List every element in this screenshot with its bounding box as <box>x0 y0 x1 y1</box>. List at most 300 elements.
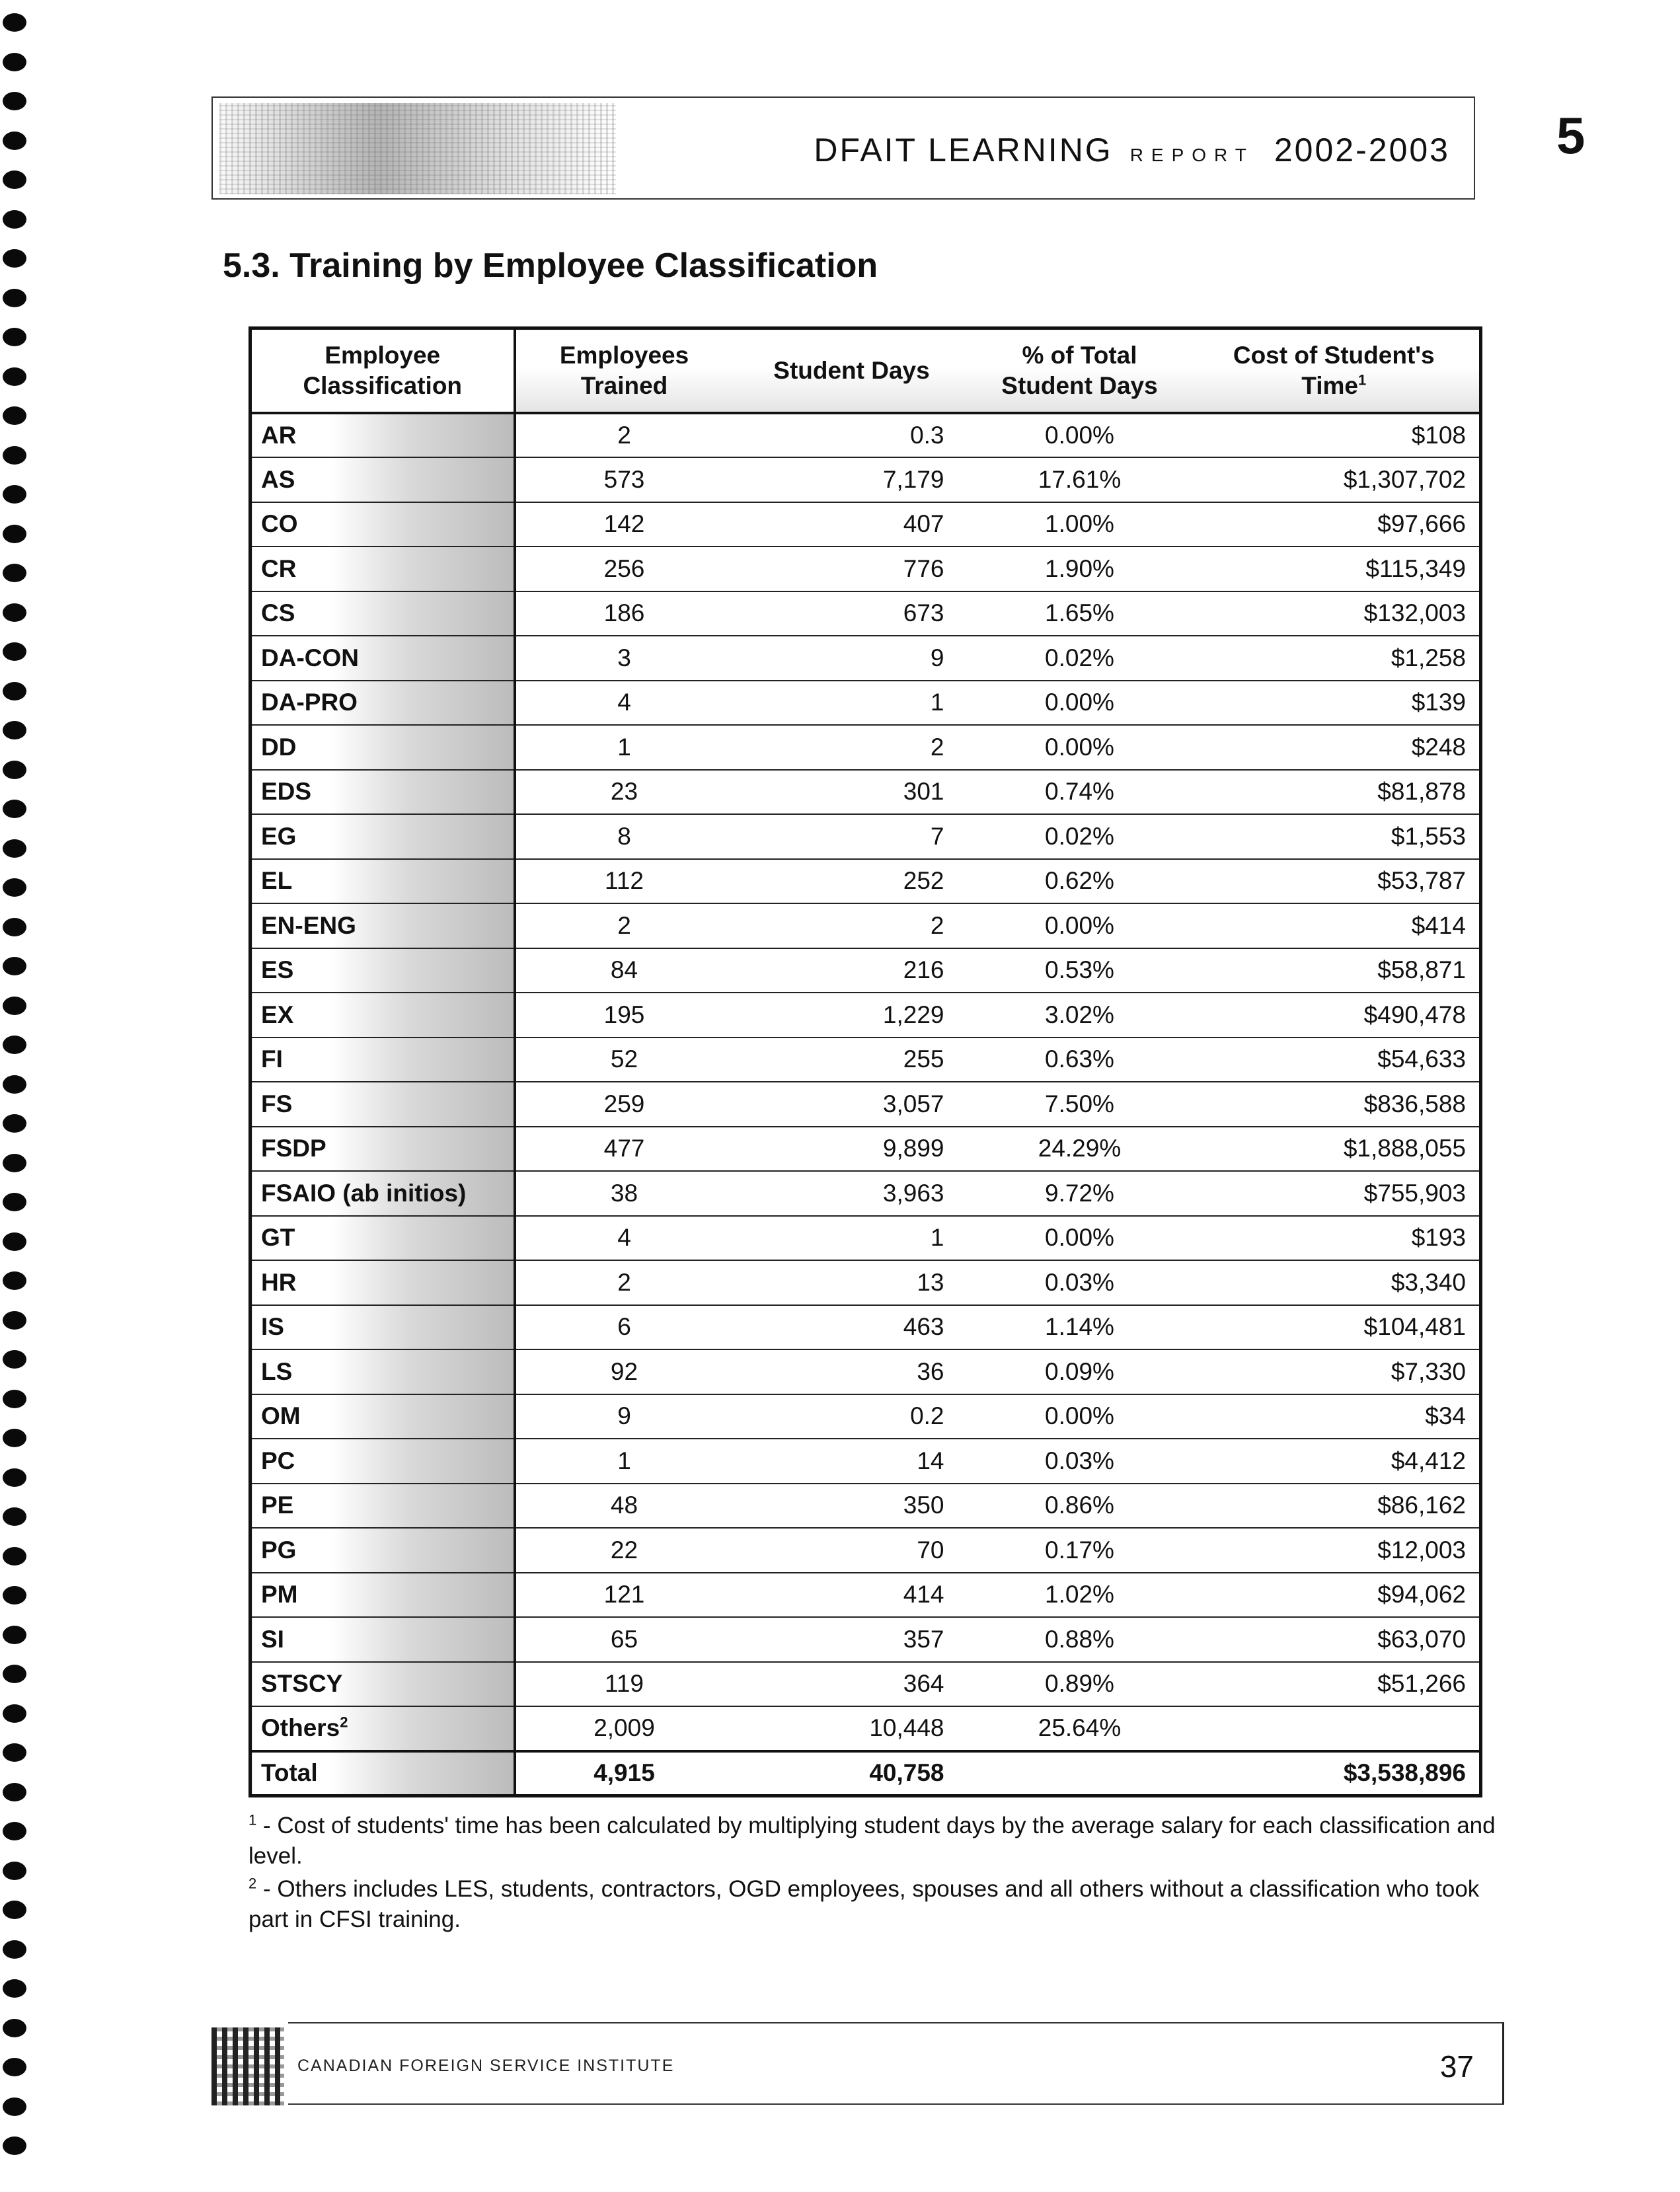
table-row <box>250 1082 1481 1127</box>
cell-classification <box>250 1394 515 1439</box>
page-footer <box>211 2022 1507 2108</box>
classification-label: FS <box>261 1090 293 1117</box>
table-row <box>250 1127 1481 1172</box>
cell-employees-trained: 2,009 <box>515 1706 733 1751</box>
header-employees-trained: Employees Trained <box>515 328 733 413</box>
cell-student-days: 0.2 <box>733 1394 971 1439</box>
table-row <box>250 1171 1481 1216</box>
binding-hole <box>3 249 26 268</box>
institute-name: CANADIAN FOREIGN SERVICE INSTITUTE <box>297 2057 675 2075</box>
cell-employees-trained: 2 <box>515 413 733 458</box>
cell-pct-total: 0.00% <box>971 725 1189 770</box>
binding-hole <box>3 642 26 661</box>
binding-hole <box>3 1979 26 1998</box>
cell-employees-trained: 4 <box>515 681 733 726</box>
binding-hole <box>3 406 26 425</box>
cell-classification <box>250 1082 515 1127</box>
cell-student-days: 463 <box>733 1305 971 1350</box>
table-header-row <box>250 328 1481 413</box>
binding-hole <box>3 682 26 700</box>
classification-label: GT <box>261 1224 295 1252</box>
cell-pct-total: 1.14% <box>971 1305 1189 1350</box>
binding-hole <box>3 878 26 897</box>
footnote-1-text: - Cost of students' time has been calculated by multiplying student days by the average salary for each classification and level. <box>248 1813 1496 1869</box>
binding-hole <box>3 1862 26 1880</box>
spiral-binding <box>3 13 32 2187</box>
classification-label: Others <box>261 1714 340 1742</box>
cell-student-days: 357 <box>733 1617 971 1662</box>
cell-employees-trained: 65 <box>515 1617 733 1662</box>
cell-classification <box>250 1349 515 1394</box>
cell-pct-total: 0.86% <box>971 1484 1189 1529</box>
binding-hole <box>3 1311 26 1330</box>
cell-pct-total: 25.64% <box>971 1706 1189 1751</box>
cell-total-label: Total <box>250 1751 515 1796</box>
table-row <box>250 591 1481 636</box>
classification-label: LS <box>261 1357 293 1385</box>
cell-student-days: 14 <box>733 1439 971 1484</box>
footnote-2-marker: 2 <box>248 1875 257 1892</box>
page-number: 37 <box>1439 2049 1474 2084</box>
classification-label: PM <box>261 1581 298 1608</box>
cell-pct-total: 0.89% <box>971 1662 1189 1707</box>
cell-employees-trained: 256 <box>515 547 733 591</box>
table-row <box>250 1484 1481 1529</box>
classification-label: PE <box>261 1492 294 1519</box>
cell-cost: $94,062 <box>1189 1573 1481 1618</box>
cell-employees-trained: 477 <box>515 1127 733 1172</box>
classification-label: PC <box>261 1447 295 1474</box>
binding-hole <box>3 485 26 504</box>
classification-label: EL <box>261 867 293 895</box>
binding-hole <box>3 170 26 189</box>
cell-cost: $108 <box>1189 413 1481 458</box>
cell-cost: $115,349 <box>1189 547 1481 591</box>
table-row <box>250 725 1481 770</box>
cell-pct-total: 0.02% <box>971 636 1189 681</box>
binding-hole <box>3 997 26 1015</box>
cell-employees-trained: 2 <box>515 1260 733 1305</box>
classification-label: EG <box>261 822 297 850</box>
cell-cost: $1,553 <box>1189 814 1481 859</box>
cell-pct-total: 0.03% <box>971 1260 1189 1305</box>
table-row <box>250 859 1481 904</box>
binding-hole <box>3 132 26 150</box>
classification-table <box>248 326 1479 1797</box>
table-row <box>250 1706 1481 1751</box>
cell-pct-total: 9.72% <box>971 1171 1189 1216</box>
table-row <box>250 1439 1481 1484</box>
cell-cost: $12,003 <box>1189 1528 1481 1573</box>
cell-student-days: 301 <box>733 770 971 815</box>
binding-hole <box>3 2098 26 2116</box>
cell-pct-total: 24.29% <box>971 1127 1189 1172</box>
cell-cost: $7,330 <box>1189 1349 1481 1394</box>
table-row <box>250 1617 1481 1662</box>
header-cost-label: Cost of Student's Time <box>1233 341 1435 399</box>
binding-hole <box>3 1586 26 1605</box>
binding-hole <box>3 1743 26 1762</box>
cell-cost: $54,633 <box>1189 1038 1481 1082</box>
cell-pct-total: 3.02% <box>971 993 1189 1038</box>
binding-hole <box>3 1114 26 1133</box>
banner-map-graphic <box>219 103 616 194</box>
cell-student-days: 9 <box>733 636 971 681</box>
classification-label: CS <box>261 599 295 627</box>
cell-classification <box>250 725 515 770</box>
cell-employees-trained: 119 <box>515 1662 733 1707</box>
cell-pct-total: 0.74% <box>971 770 1189 815</box>
report-title-main: DFAIT LEARNING <box>814 132 1113 169</box>
cell-classification <box>250 502 515 547</box>
classification-label: HR <box>261 1268 297 1296</box>
binding-hole <box>3 446 26 465</box>
table-row <box>250 413 1481 458</box>
cell-student-days: 7 <box>733 814 971 859</box>
table-row <box>250 1349 1481 1394</box>
cell-pct-total: 0.03% <box>971 1439 1189 1484</box>
cell-classification <box>250 814 515 859</box>
cell-employees-trained: 48 <box>515 1484 733 1529</box>
cell-employees-trained: 121 <box>515 1573 733 1618</box>
cell-employees-trained: 1 <box>515 1439 733 1484</box>
cell-employees-trained: 142 <box>515 502 733 547</box>
binding-hole <box>3 1232 26 1251</box>
total-row <box>250 1751 1481 1796</box>
cell-cost: $4,412 <box>1189 1439 1481 1484</box>
cell-classification <box>250 1216 515 1261</box>
binding-hole <box>3 328 26 346</box>
cell-cost: $248 <box>1189 725 1481 770</box>
cell-cost: $51,266 <box>1189 1662 1481 1707</box>
table-row <box>250 1260 1481 1305</box>
classification-label: ES <box>261 956 294 984</box>
cell-pct-total: 0.62% <box>971 859 1189 904</box>
binding-hole <box>3 1822 26 1840</box>
cell-cost: $63,070 <box>1189 1617 1481 1662</box>
table-row <box>250 1305 1481 1350</box>
cell-student-days: 7,179 <box>733 457 971 502</box>
report-years: 2002-2003 <box>1274 132 1450 169</box>
cell-student-days: 36 <box>733 1349 971 1394</box>
cell-classification <box>250 413 515 458</box>
cell-pct-total: 1.90% <box>971 547 1189 591</box>
classification-label: PG <box>261 1536 297 1564</box>
cell-student-days: 3,057 <box>733 1082 971 1127</box>
cell-employees-trained: 195 <box>515 993 733 1038</box>
cell-pct-total: 0.00% <box>971 1394 1189 1439</box>
cell-cost: $53,787 <box>1189 859 1481 904</box>
cell-student-days: 1 <box>733 1216 971 1261</box>
cell-pct-total: 7.50% <box>971 1082 1189 1127</box>
binding-hole <box>3 1193 26 1211</box>
cell-cost: $1,888,055 <box>1189 1127 1481 1172</box>
report-banner <box>211 96 1475 200</box>
binding-hole <box>3 367 26 386</box>
binding-hole <box>3 2019 26 2037</box>
cell-classification <box>250 1617 515 1662</box>
cell-student-days: 2 <box>733 903 971 948</box>
cell-pct-total: 0.00% <box>971 413 1189 458</box>
cell-cost: $755,903 <box>1189 1171 1481 1216</box>
classification-label: CO <box>261 510 298 538</box>
cell-student-days: 1 <box>733 681 971 726</box>
classification-label: STSCY <box>261 1670 343 1698</box>
classification-label: AR <box>261 421 297 449</box>
cell-employees-trained: 112 <box>515 859 733 904</box>
cell-cost: $132,003 <box>1189 591 1481 636</box>
cell-cost: $836,588 <box>1189 1082 1481 1127</box>
classification-label: EDS <box>261 778 312 806</box>
binding-hole <box>3 1468 26 1487</box>
cell-classification <box>250 1171 515 1216</box>
cell-cost: $34 <box>1189 1394 1481 1439</box>
cell-employees-trained: 52 <box>515 1038 733 1082</box>
binding-hole <box>3 800 26 818</box>
classification-label: DA-CON <box>261 644 359 671</box>
cell-cost: $490,478 <box>1189 993 1481 1038</box>
binding-hole <box>3 1665 26 1683</box>
table-row <box>250 1662 1481 1707</box>
cell-classification <box>250 1706 515 1751</box>
classification-label: EN-ENG <box>261 911 356 939</box>
cell-cost: $86,162 <box>1189 1484 1481 1529</box>
binding-hole <box>3 525 26 543</box>
cell-employees-trained: 38 <box>515 1171 733 1216</box>
cell-cost: $81,878 <box>1189 770 1481 815</box>
cell-classification <box>250 1573 515 1618</box>
header-pct-total: % of Total Student Days <box>971 328 1189 413</box>
cell-employees-trained: 84 <box>515 948 733 993</box>
classification-label: FSAIO (ab initios) <box>261 1179 467 1207</box>
binding-hole <box>3 1901 26 1919</box>
cell-classification <box>250 859 515 904</box>
cell-pct-total: 0.09% <box>971 1349 1189 1394</box>
cell-pct-total: 0.88% <box>971 1617 1189 1662</box>
footnote-1 <box>248 1811 1504 1871</box>
binding-hole <box>3 721 26 739</box>
footnotes <box>248 1811 1504 1938</box>
table-row <box>250 547 1481 591</box>
cell-employees-trained: 92 <box>515 1349 733 1394</box>
table-row <box>250 681 1481 726</box>
table-row <box>250 1216 1481 1261</box>
binding-hole <box>3 918 26 936</box>
cell-pct-total: 17.61% <box>971 457 1189 502</box>
cell-classification <box>250 1260 515 1305</box>
cell-cost: $58,871 <box>1189 948 1481 993</box>
binding-hole <box>3 1783 26 1801</box>
cell-pct-total: 0.53% <box>971 948 1189 993</box>
table-row <box>250 814 1481 859</box>
classification-label: AS <box>261 465 295 493</box>
binding-hole <box>3 210 26 229</box>
cell-pct-total: 0.17% <box>971 1528 1189 1573</box>
cell-cost: $104,481 <box>1189 1305 1481 1350</box>
cell-employees-trained: 259 <box>515 1082 733 1127</box>
cell-total-pct <box>971 1751 1189 1796</box>
cell-employees-trained: 6 <box>515 1305 733 1350</box>
cell-student-days: 2 <box>733 725 971 770</box>
header-classification: Employee Classification <box>250 328 515 413</box>
report-title <box>814 131 1450 169</box>
cell-employees-trained: 1 <box>515 725 733 770</box>
cell-classification <box>250 1662 515 1707</box>
footnote-2-text: - Others includes LES, students, contractors, OGD employees, spouses and all others without a classification who took part in CFSI training. <box>248 1876 1480 1932</box>
binding-hole <box>3 839 26 858</box>
cell-cost: $1,307,702 <box>1189 457 1481 502</box>
cell-cost: $414 <box>1189 903 1481 948</box>
binding-hole <box>3 13 26 32</box>
classification-label: DD <box>261 733 297 761</box>
binding-hole <box>3 1350 26 1369</box>
binding-hole <box>3 2136 26 2155</box>
cell-cost: $139 <box>1189 681 1481 726</box>
cell-employees-trained: 186 <box>515 591 733 636</box>
table-row <box>250 993 1481 1038</box>
cfsi-logo <box>211 2027 284 2105</box>
binding-hole <box>3 957 26 975</box>
header-cost <box>1189 328 1481 413</box>
cell-pct-total: 1.65% <box>971 591 1189 636</box>
classification-label: DA-PRO <box>261 689 358 716</box>
cell-pct-total: 0.00% <box>971 681 1189 726</box>
cell-pct-total: 1.00% <box>971 502 1189 547</box>
cell-cost <box>1189 1706 1481 1751</box>
header-cost-footnote-marker: 1 <box>1357 371 1367 389</box>
cell-employees-trained: 4 <box>515 1216 733 1261</box>
cell-total-trained: 4,915 <box>515 1751 733 1796</box>
binding-hole <box>3 1154 26 1172</box>
cell-classification <box>250 1038 515 1082</box>
cell-student-days: 673 <box>733 591 971 636</box>
cell-classification <box>250 1528 515 1573</box>
cell-employees-trained: 2 <box>515 903 733 948</box>
classification-label: FI <box>261 1045 283 1073</box>
cell-student-days: 0.3 <box>733 413 971 458</box>
cell-classification <box>250 591 515 636</box>
table-row <box>250 636 1481 681</box>
cell-employees-trained: 3 <box>515 636 733 681</box>
table-row <box>250 1528 1481 1573</box>
cell-classification <box>250 948 515 993</box>
cell-student-days: 3,963 <box>733 1171 971 1216</box>
binding-hole <box>3 289 26 307</box>
cell-employees-trained: 8 <box>515 814 733 859</box>
cell-classification <box>250 1439 515 1484</box>
cell-student-days: 776 <box>733 547 971 591</box>
cell-classification <box>250 993 515 1038</box>
classification-label: OM <box>261 1402 301 1430</box>
cell-employees-trained: 22 <box>515 1528 733 1573</box>
cell-classification <box>250 1127 515 1172</box>
binding-hole <box>3 1704 26 1723</box>
binding-hole <box>3 1626 26 1644</box>
report-title-sub: REPORT <box>1129 145 1254 165</box>
chapter-number: 5 <box>1556 106 1585 165</box>
cell-student-days: 216 <box>733 948 971 993</box>
table-row <box>250 1573 1481 1618</box>
cell-student-days: 350 <box>733 1484 971 1529</box>
binding-hole <box>3 2058 26 2076</box>
cell-student-days: 70 <box>733 1528 971 1573</box>
binding-hole <box>3 1075 26 1094</box>
cell-cost: $97,666 <box>1189 502 1481 547</box>
binding-hole <box>3 92 26 110</box>
classification-label: CR <box>261 554 297 582</box>
binding-hole <box>3 1271 26 1290</box>
cell-total-cost: $3,538,896 <box>1189 1751 1481 1796</box>
cell-pct-total: 0.63% <box>971 1038 1189 1082</box>
cell-student-days: 13 <box>733 1260 971 1305</box>
cell-employees-trained: 573 <box>515 457 733 502</box>
binding-hole <box>3 53 26 71</box>
cell-student-days: 252 <box>733 859 971 904</box>
table-row <box>250 948 1481 993</box>
binding-hole <box>3 1507 26 1526</box>
cell-classification <box>250 1484 515 1529</box>
cell-student-days: 364 <box>733 1662 971 1707</box>
cell-pct-total: 0.02% <box>971 814 1189 859</box>
binding-hole <box>3 1547 26 1566</box>
cell-total-days: 40,758 <box>733 1751 971 1796</box>
classification-label: EX <box>261 1001 294 1028</box>
cell-classification <box>250 457 515 502</box>
table-row <box>250 502 1481 547</box>
cell-cost: $193 <box>1189 1216 1481 1261</box>
table-row <box>250 1038 1481 1082</box>
cell-classification <box>250 903 515 948</box>
binding-hole <box>3 1036 26 1054</box>
cell-student-days: 10,448 <box>733 1706 971 1751</box>
cell-classification <box>250 547 515 591</box>
binding-hole <box>3 603 26 622</box>
cell-student-days: 1,229 <box>733 993 971 1038</box>
classification-label: IS <box>261 1313 284 1341</box>
section-title: 5.3. Training by Employee Classification <box>223 246 878 285</box>
binding-hole <box>3 1940 26 1959</box>
cell-classification <box>250 770 515 815</box>
cell-classification <box>250 1305 515 1350</box>
cell-employees-trained: 23 <box>515 770 733 815</box>
classification-label: FSDP <box>261 1135 326 1162</box>
binding-hole <box>3 564 26 582</box>
header-student-days: Student Days <box>733 328 971 413</box>
cell-pct-total: 0.00% <box>971 1216 1189 1261</box>
cell-student-days: 255 <box>733 1038 971 1082</box>
table-row <box>250 903 1481 948</box>
binding-hole <box>3 1429 26 1447</box>
cell-cost: $3,340 <box>1189 1260 1481 1305</box>
footnote-1-marker: 1 <box>248 1811 257 1829</box>
cell-classification <box>250 636 515 681</box>
cell-cost: $1,258 <box>1189 636 1481 681</box>
table-row <box>250 457 1481 502</box>
cell-classification <box>250 681 515 726</box>
footnote-2 <box>248 1874 1504 1935</box>
cell-student-days: 414 <box>733 1573 971 1618</box>
cell-pct-total: 1.02% <box>971 1573 1189 1618</box>
cell-employees-trained: 9 <box>515 1394 733 1439</box>
binding-hole <box>3 761 26 779</box>
cell-student-days: 9,899 <box>733 1127 971 1172</box>
classification-footnote-marker: 2 <box>340 1714 348 1731</box>
table-row <box>250 770 1481 815</box>
binding-hole <box>3 1390 26 1408</box>
classification-label: SI <box>261 1625 284 1653</box>
table-row <box>250 1394 1481 1439</box>
cell-pct-total: 0.00% <box>971 903 1189 948</box>
